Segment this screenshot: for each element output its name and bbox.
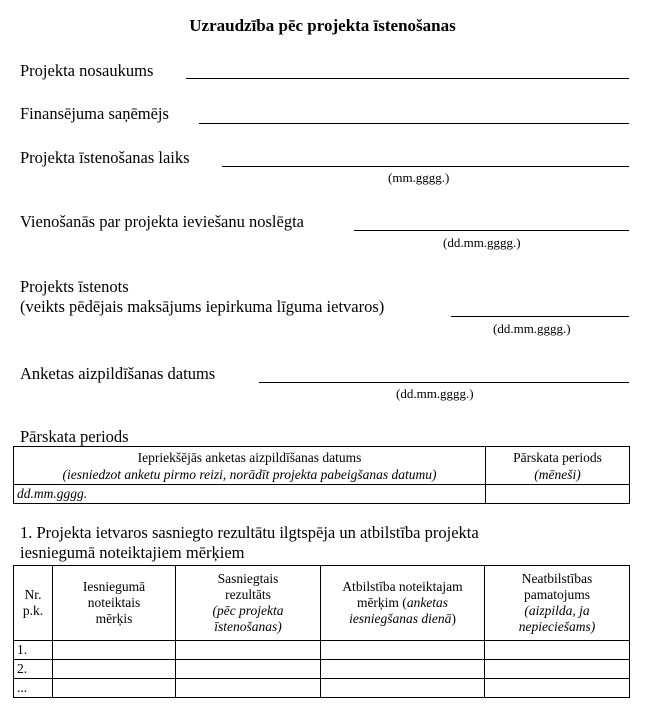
- header-match-line2-text: mērķim (: [356, 595, 407, 610]
- period-months-cell[interactable]: [486, 485, 630, 504]
- completed-date-hint: (dd.mm.gggg.): [493, 321, 571, 336]
- header-match-line1: Atbilstība noteiktajam: [342, 579, 463, 594]
- header-result-line4: īstenošanas): [214, 619, 282, 634]
- result-cell[interactable]: [176, 641, 321, 660]
- period-col2-note: (mēneši): [534, 466, 581, 482]
- agreement-date-hint: (dd.mm.gggg.): [443, 235, 521, 250]
- table-row: [14, 660, 630, 679]
- header-nr: [14, 566, 53, 641]
- reason-cell[interactable]: [485, 679, 630, 698]
- period-col1-title: Iepriekšējās anketas aizpildīšanas datums: [137, 449, 362, 465]
- period-col1-header: [14, 447, 486, 485]
- header-goal-line1: Iesniegumā: [82, 579, 146, 594]
- header-match-line3: [324, 611, 481, 627]
- result-cell[interactable]: [176, 660, 321, 679]
- result-cell[interactable]: [176, 679, 321, 698]
- implementation-time-hint: (mm.gggg.): [388, 170, 450, 185]
- header-match: [321, 566, 485, 641]
- table-row: [14, 679, 630, 698]
- implementation-time-field[interactable]: [222, 166, 629, 167]
- filled-date-label: Anketas aizpildīšanas datums: [20, 364, 216, 383]
- row-number: ...: [14, 679, 53, 698]
- header-reason: [485, 566, 630, 641]
- header-goal-line2: noteiktais: [87, 595, 141, 610]
- header-goal-line3: mērķis: [95, 611, 133, 626]
- header-result-line2: rezultāts: [225, 587, 271, 602]
- period-col2-header: [486, 447, 630, 485]
- previous-date-cell[interactable]: dd.mm.gggg.: [14, 485, 486, 504]
- completed-label-line1: Projekts īstenots: [20, 277, 129, 296]
- table-row: [14, 641, 630, 660]
- header-result-line3: (pēc projekta: [212, 603, 284, 618]
- row-number: 1.: [14, 641, 53, 660]
- goal-cell[interactable]: [53, 660, 176, 679]
- header-nr-line1: Nr.: [24, 587, 42, 602]
- header-match-line3-italic: iesniegšanas dienā: [349, 611, 452, 626]
- document-title: Uzraudzība pēc projekta īstenošanas: [189, 16, 456, 35]
- header-match-line2-italic: anketas: [406, 595, 449, 610]
- filled-date-field[interactable]: [259, 382, 629, 383]
- reason-cell[interactable]: [485, 641, 630, 660]
- goal-cell[interactable]: [53, 641, 176, 660]
- project-name-label: Projekta nosaukums: [20, 61, 154, 80]
- header-reason-line1: Neatbilstības: [521, 571, 593, 586]
- results-table: [13, 565, 630, 698]
- period-col1-note: (iesniedzot anketu pirmo reizi, norādīt projekta pabeigšanas datumu): [62, 466, 437, 482]
- match-cell[interactable]: [321, 679, 485, 698]
- header-match-line2: [324, 595, 481, 611]
- completed-date-field[interactable]: [451, 316, 629, 317]
- recipient-label: Finansējuma saņēmējs: [20, 104, 169, 123]
- header-match-line3-text: ): [451, 611, 456, 626]
- completed-label-line2: (veikts pēdējais maksājums iepirkuma līguma ietvaros): [20, 297, 385, 316]
- results-heading-line1: 1. Projekta ietvaros sasniegto rezultātu ilgtspēja un atbilstība projekta: [20, 523, 479, 542]
- header-result-line1: Sasniegtais: [217, 571, 279, 586]
- period-heading: Pārskata periods: [20, 427, 129, 446]
- match-cell[interactable]: [321, 641, 485, 660]
- header-result: [176, 566, 321, 641]
- period-table: [13, 446, 630, 504]
- match-cell[interactable]: [321, 660, 485, 679]
- row-number: 2.: [14, 660, 53, 679]
- filled-date-hint: (dd.mm.gggg.): [396, 386, 474, 401]
- header-goal: [53, 566, 176, 641]
- header-reason-line4: nepieciešams): [518, 619, 596, 634]
- agreement-label: Vienošanās par projekta ieviešanu noslēgta: [20, 212, 304, 231]
- header-reason-line2: pamatojums: [524, 587, 590, 602]
- agreement-date-field[interactable]: [354, 230, 629, 231]
- project-name-field[interactable]: [186, 78, 629, 79]
- goal-cell[interactable]: [53, 679, 176, 698]
- results-heading-line2: iesniegumā noteiktajiem mērķiem: [20, 543, 245, 562]
- reason-cell[interactable]: [485, 660, 630, 679]
- header-reason-line3: (aizpilda, ja: [524, 603, 590, 618]
- period-col2-title: Pārskata periods: [513, 449, 602, 465]
- header-nr-line2: p.k.: [22, 603, 44, 618]
- recipient-field[interactable]: [199, 123, 629, 124]
- implementation-time-label: Projekta īstenošanas laiks: [20, 148, 190, 167]
